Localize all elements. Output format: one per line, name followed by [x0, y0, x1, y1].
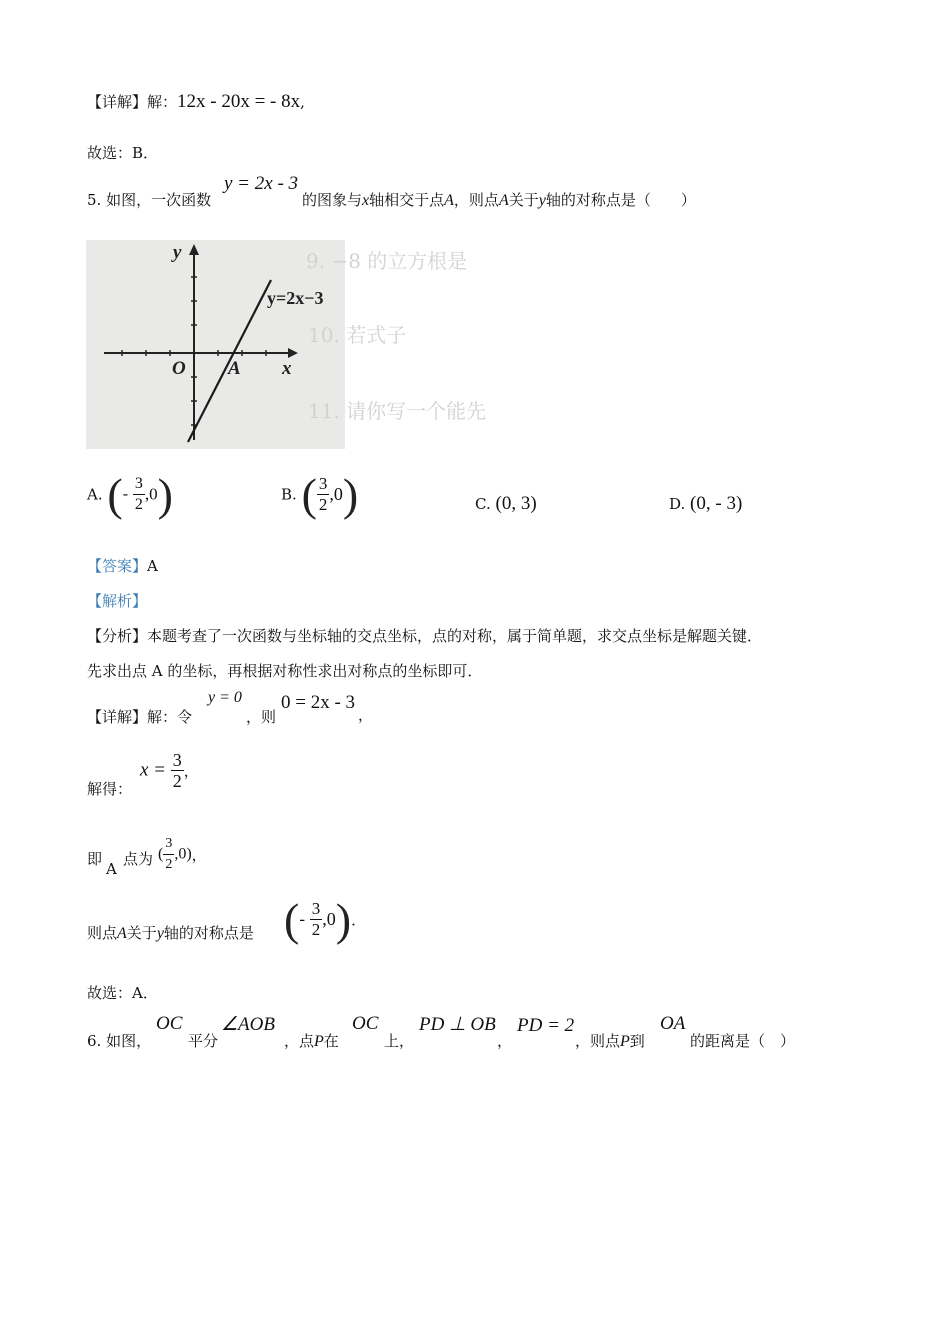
origin-label: O — [172, 358, 186, 379]
var-P: P — [620, 1033, 630, 1050]
q5-stem — [87, 189, 211, 210]
comma: ， — [183, 762, 199, 780]
text: ，则点 — [575, 1032, 621, 1050]
symmetric-line — [87, 922, 254, 943]
question-number: 6. — [87, 1032, 102, 1050]
q6-comma: ， — [497, 1032, 513, 1050]
graph-svg — [86, 240, 487, 449]
question-number: 5. — [87, 191, 102, 209]
ji-label: 即 — [87, 850, 103, 868]
q6-pd: PD = 2 — [517, 1015, 575, 1036]
symmetric-point — [284, 893, 366, 949]
y-axis-label: y — [173, 242, 182, 263]
q6-zedian — [575, 1030, 645, 1051]
bg-text-3: 11. 请你写一个能先 — [308, 399, 487, 423]
option-value: (0, 3) — [495, 493, 537, 514]
option-label: A. — [87, 485, 103, 504]
option-label: C. — [475, 495, 491, 513]
q6-stem-start — [87, 1030, 151, 1051]
detail-label: 【详解】解： — [87, 93, 178, 111]
bg-text-2: 10. 若式子 — [308, 323, 407, 347]
paren-close: ) — [157, 469, 173, 520]
q6-pingfen: 平分 — [188, 1032, 219, 1050]
option-value: (0, - 3) — [690, 493, 743, 514]
stem-text: 的图象与 — [302, 191, 363, 209]
stem-text: 如图，一次函数 — [106, 191, 212, 209]
analysis-line-1 — [87, 625, 762, 646]
answer-line — [87, 555, 158, 576]
tail: ,0) — [174, 845, 192, 863]
var-x: x — [362, 192, 370, 209]
stem-text: 如图， — [106, 1032, 152, 1050]
q6-tail: 的距离是（ ） — [690, 1032, 796, 1050]
var-P: P — [314, 1033, 324, 1050]
q6-perp: PD ⊥ OB — [419, 1014, 496, 1035]
var-A: A — [117, 925, 127, 942]
var-y: y — [156, 925, 164, 942]
option-a — [87, 468, 173, 524]
stem-text: 轴相交于点 — [369, 191, 445, 209]
comma: ， — [358, 706, 374, 724]
solve-label: 解得： — [87, 780, 133, 798]
q5-function: y = 2x - 3 — [224, 173, 299, 194]
var-A: A — [444, 192, 454, 209]
sign: - — [299, 909, 305, 929]
stem-text: 轴的对称点是（ ） — [545, 191, 696, 209]
q5-graph-figure — [86, 240, 487, 449]
q4-choose: 故选：B． — [87, 144, 159, 162]
text: 轴的对称点是 — [163, 924, 254, 942]
paren-open: ( — [107, 469, 123, 520]
x-axis-label: x — [282, 358, 292, 379]
ji-point — [158, 834, 207, 875]
q6-angle: ∠AOB — [221, 1014, 275, 1035]
q6-dian — [284, 1030, 339, 1051]
option-label: D. — [669, 495, 686, 513]
var-A: A — [498, 192, 509, 209]
text: 在 — [323, 1032, 339, 1050]
eq-y0: y = 0 — [208, 689, 242, 706]
tail: ,0 — [329, 484, 343, 504]
paren-open: ( — [158, 845, 164, 863]
then-text: ，则 — [246, 708, 277, 726]
punct: , — [300, 93, 305, 111]
fraction: $\frac{3}{2}$ — [311, 899, 321, 939]
analysis-label: 【解析】 — [87, 592, 148, 610]
paren-open: ( — [301, 469, 317, 520]
answer-label: 【答案】 — [87, 557, 148, 575]
text: 则点 — [87, 924, 118, 942]
analysis-text: 本题考查了一次函数与坐标轴的交点坐标，点的对称，属于简单题，求交点坐标是解题关键． — [147, 627, 763, 645]
option-b — [281, 468, 358, 524]
option-label: B. — [281, 485, 297, 504]
q6-OA: OA — [660, 1013, 686, 1034]
paren-close: ) — [342, 469, 359, 520]
comma: ， — [191, 846, 207, 864]
eq-main: 0 = 2x - 3 — [281, 692, 356, 713]
answer-value: A — [147, 557, 158, 575]
q5-stem-rest — [302, 189, 696, 210]
text: 关于 — [126, 924, 157, 942]
tail: ,0 — [322, 909, 336, 929]
bg-text-1: 9. −8 的立方根是 — [306, 249, 468, 273]
q6-shang: 上， — [384, 1032, 415, 1050]
equation: 12x - 20x = - 8x — [177, 91, 301, 112]
stem-text: ，则点 — [453, 191, 499, 209]
text: 到 — [629, 1032, 645, 1050]
detail-label: 【详解】解：令 — [87, 708, 193, 726]
fraction: $\frac{3}{2}$ — [165, 836, 173, 872]
q6-OC-2: OC — [352, 1013, 379, 1034]
stem-text: 关于 — [508, 191, 539, 209]
paren-open: ( — [284, 894, 300, 945]
paren-close: ) — [335, 894, 352, 945]
analysis-line-2: 先求出点 A 的坐标，再根据对称性求出对称点的坐标即可． — [87, 662, 483, 680]
fraction: $\frac{3}{2}$ — [134, 475, 143, 513]
sign: - — [122, 485, 129, 503]
text: ，点 — [284, 1032, 315, 1050]
option-d — [669, 493, 742, 515]
q5-choose: 故选：A． — [87, 984, 158, 1002]
period: ． — [351, 911, 367, 929]
fraction: $\frac{3}{2}$ — [172, 750, 182, 791]
fraction: $\frac{3}{2}$ — [318, 474, 328, 514]
tail: ,0 — [144, 484, 158, 504]
x-eq: x = — [140, 759, 167, 781]
option-c — [475, 493, 537, 515]
solution-x — [140, 750, 199, 791]
point-A-label: A — [228, 358, 241, 379]
analysis-head: 【分析】 — [87, 627, 148, 645]
var-y: y — [538, 192, 546, 209]
q6-OC: OC — [156, 1013, 183, 1034]
ji-A: A — [106, 860, 117, 878]
q4-detail-line — [87, 91, 305, 113]
line-label: y=2x−3 — [267, 288, 324, 308]
ji-mid: 点为 — [123, 850, 154, 868]
